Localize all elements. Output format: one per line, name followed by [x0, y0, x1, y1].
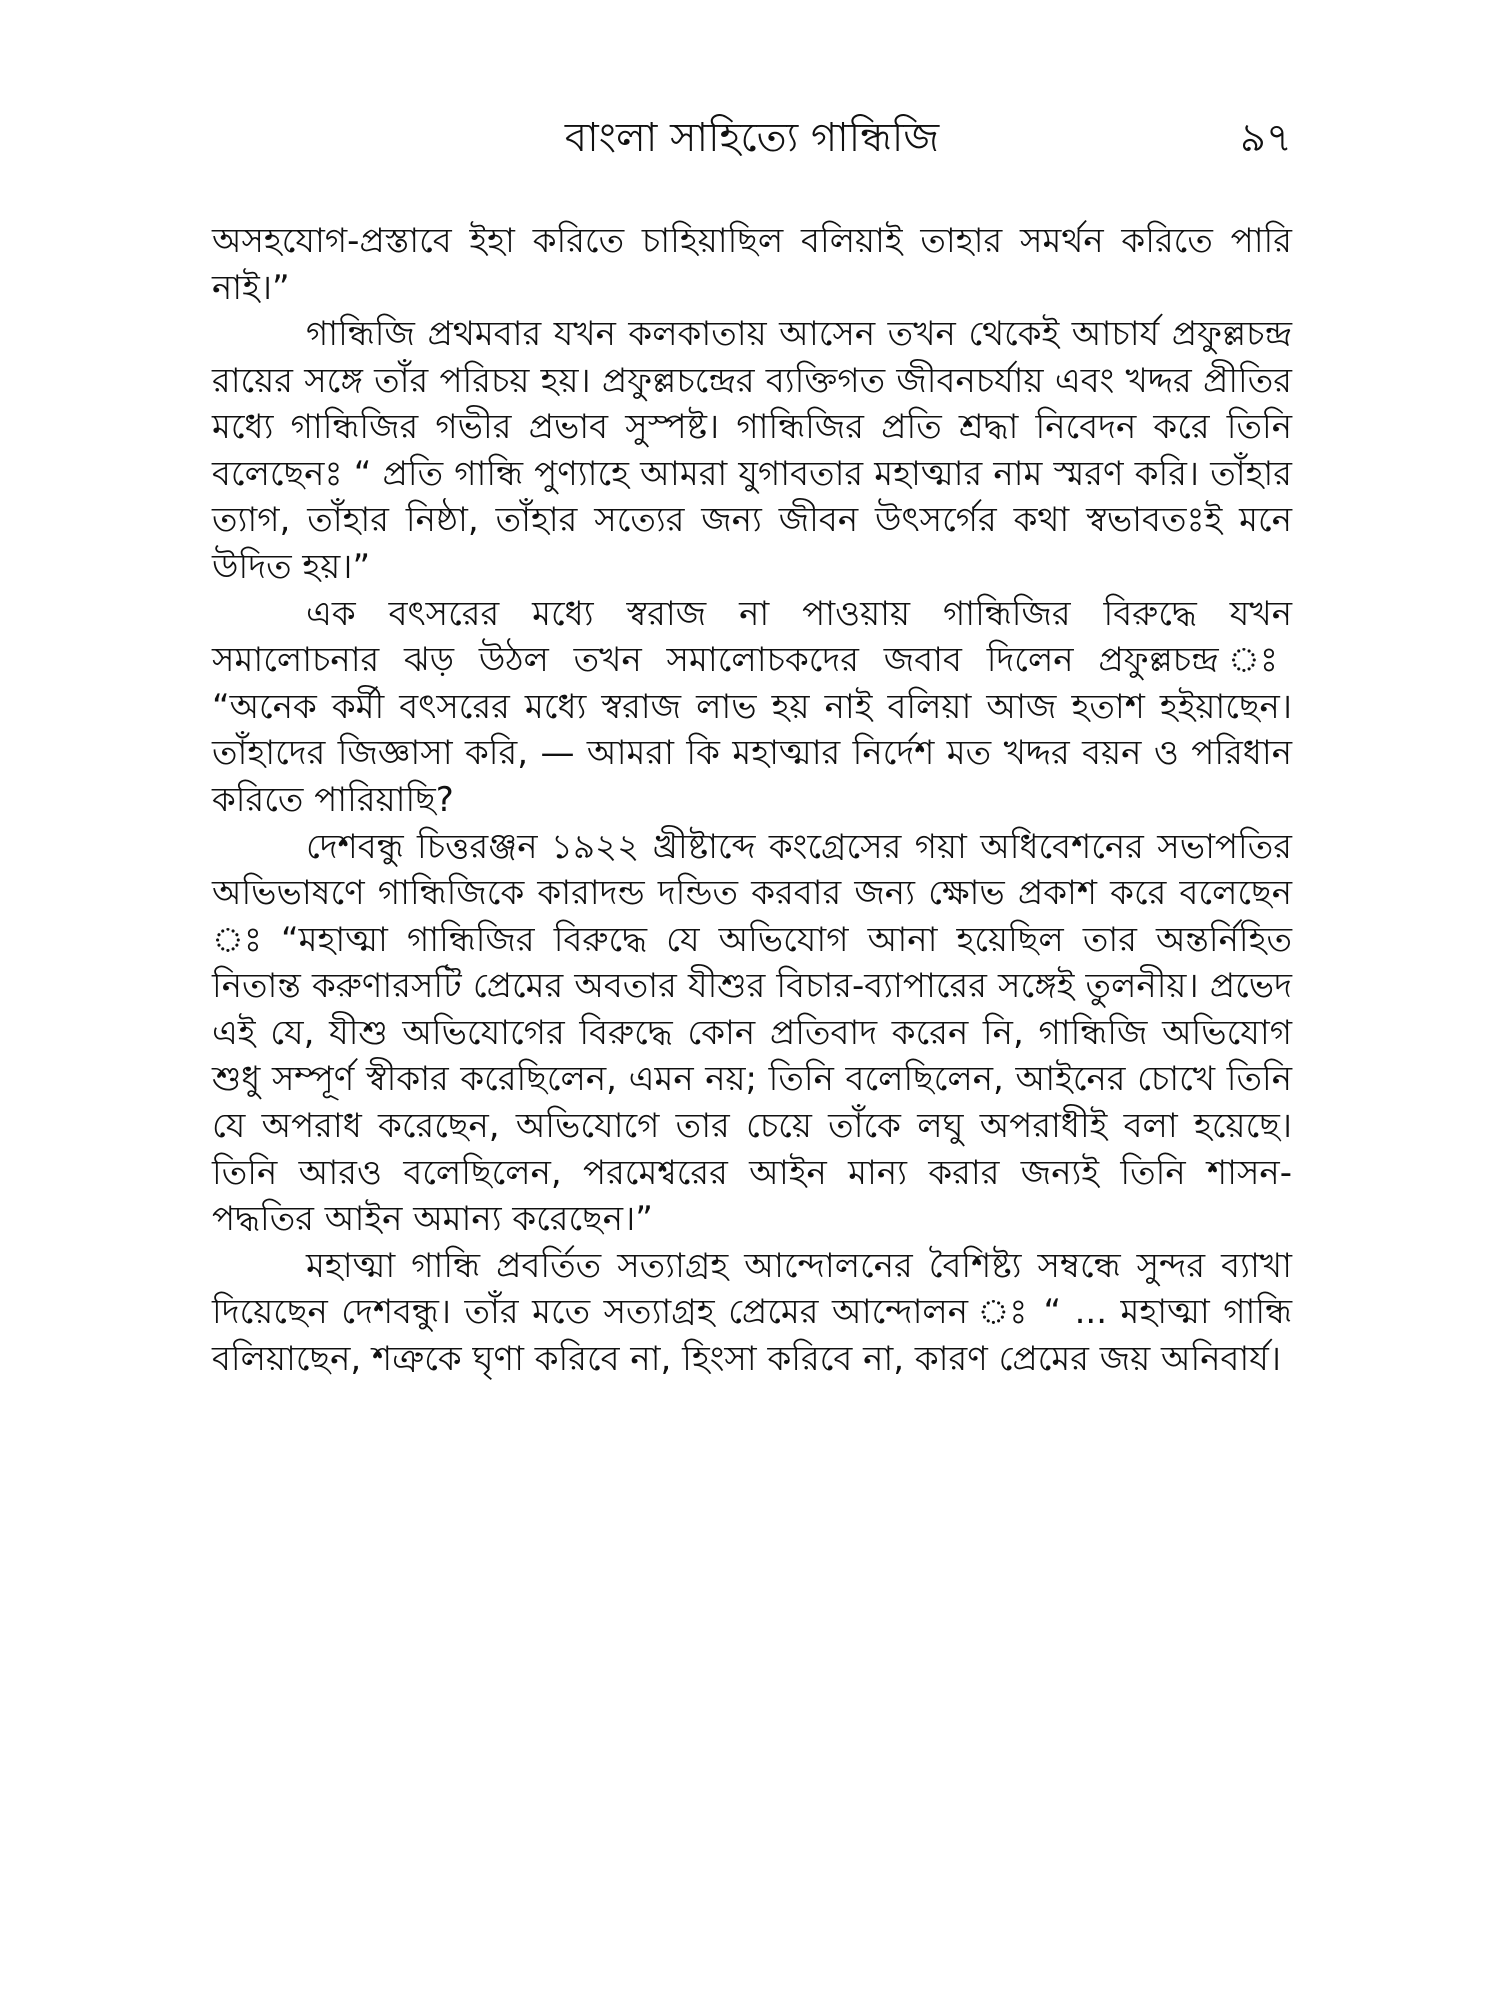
paragraph-2: গান্ধিজি প্রথমবার যখন কলকাতায় আসেন তখন থেকেই আচার্য প্রফুল্লচন্দ্র রায়ের সঙ্গে তাঁর পরিচয় হয়। প্রফুল্লচন্দ্রের ব্যক্তিগত জীবনচর্যায় এবং খদ্দর প্রীতির মধ্যে গান্ধিজির গভীর প্রভাব সুস্পষ্ট। গান্ধিজির প্রতি শ্রদ্ধা নিবেদন করে তিনি বলেছেনঃ “ প্রতি গান্ধি পুণ্যাহে আমরা যুগাবতার মহাত্মার নাম স্মরণ করি। তাঁহার ত্যাগ, তাঁহার নিষ্ঠা, তাঁহার সত্যের জন্য জীবন উৎসর্গের কথা স্বভাবতঃই মনে উদিত হয়।” [212, 314, 1292, 588]
paragraph-3: এক বৎসরের মধ্যে স্বরাজ না পাওয়ায় গান্ধিজির বিরুদ্ধে যখন সমালোচনার ঝড় উঠল তখন সমালোচকদের জবাব দিলেন প্রফুল্লচন্দ্র ঃ “অনেক কর্মী বৎসরের মধ্যে স্বরাজ লাভ হয় নাই বলিয়া আজ হতাশ হইয়াছেন। তাঁহাদের জিজ্ঞাসা করি, — আমরা কি মহাত্মার নির্দেশ মত খদ্দর বয়ন ও পরিধান করিতে পারিয়াছি? [212, 593, 1292, 820]
paragraph-1: অসহযোগ-প্রস্তাবে ইহা করিতে চাহিয়াছিল বলিয়াই তাহার সমর্থন করিতে পারি নাই।” [212, 221, 1292, 308]
paragraph-4: দেশবন্ধু চিত্তরঞ্জন ১৯২২ খ্রীষ্টাব্দে কংগ্রেসের গয়া অধিবেশনের সভাপতির অভিভাষণে গান্ধিজিকে কারাদন্ড দন্ডিত করবার জন্য ক্ষোভ প্রকাশ করে বলেছেন ঃ “মহাত্মা গান্ধিজির বিরুদ্ধে যে অভিযোগ আনা হয়েছিল তার অন্তর্নিহিত নিতান্ত করুণারসটি প্রেমের অবতার যীশুর বিচার-ব্যাপারের সঙ্গেই তুলনীয়। প্রভেদ এই যে, যীশু অভিযোগের বিরুদ্ধে কোন প্রতিবাদ করেন নি, গান্ধিজি অভিযোগ শুধু সম্পূর্ণ স্বীকার করেছিলেন, এমন নয়; তিনি বলেছিলেন, আইনের চোখে তিনি যে অপরাধ করেছেন, অভিযোগে তার চেয়ে তাঁকে লঘু অপরাধীই বলা হয়েছে। তিনি আরও বলেছিলেন, পরমেশ্বরের আইন মান্য করার জন্যই তিনি শাসন-পদ্ধতির আইন অমান্য করেছেন।” [212, 826, 1292, 1240]
page-number: ৯৭ [1240, 115, 1292, 161]
page-header [212, 108, 1292, 168]
paragraph-5: মহাত্মা গান্ধি প্রবর্তিত সত্যাগ্রহ আন্দোলনের বৈশিষ্ট্য সম্বন্ধে সুন্দর ব্যাখা দিয়েছেন দেশবন্ধু। তাঁর মতে সত্যাগ্রহ প্রেমের আন্দোলন ঃ “ ... মহাত্মা গান্ধি বলিয়াছেন, শত্রুকে ঘৃণা করিবে না, হিংসা করিবে না, কারণ প্রেমের জয় অনিবার্য। [212, 1245, 1292, 1379]
page-body [212, 218, 1292, 1878]
running-title: বাংলা সাহিত্যে গান্ধিজি [564, 115, 940, 161]
